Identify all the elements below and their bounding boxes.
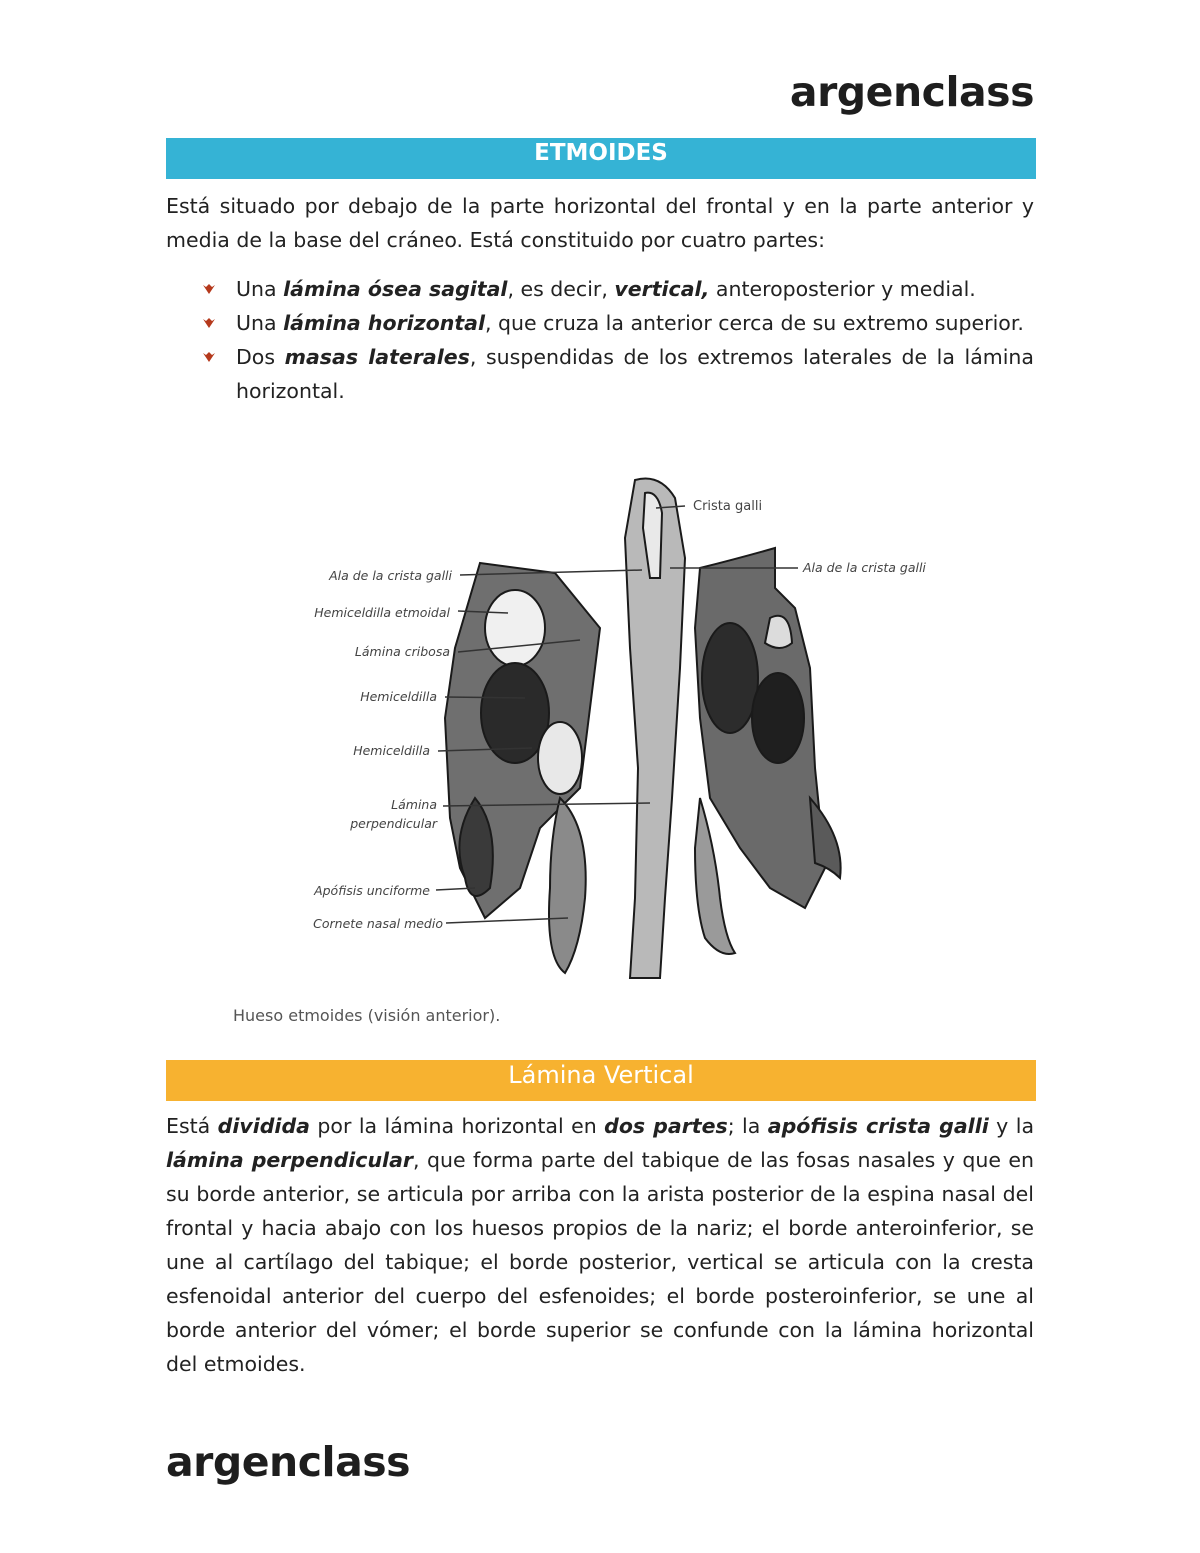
label-crista-galli: Crista galli: [693, 499, 763, 514]
section-title-etmoides: ETMOIDES: [166, 138, 1036, 179]
label-apofisis-unciforme: Apófisis unciforme: [314, 883, 430, 898]
bullet-icon: [202, 317, 216, 329]
label-ala-crista-galli-left: Ala de la crista galli: [329, 568, 452, 583]
parts-list: [166, 272, 1034, 408]
label-hemiceldilla: Hemiceldilla: [353, 743, 430, 758]
figure-caption: Hueso etmoides (visión anterior).: [233, 1006, 501, 1025]
intro-paragraph: Está situado por debajo de la parte horizontal del frontal y en la parte anterior y media de la base del cráneo. Está constituido por cuatro partes:: [166, 194, 1034, 252]
label-cornete-nasal-medio: Cornete nasal medio: [313, 916, 443, 931]
label-lamina-cribosa: Lámina cribosa: [354, 644, 450, 659]
label-hemiceldilla: Hemiceldilla: [360, 689, 437, 704]
ethmoid-illustration: [445, 478, 841, 978]
bullet-icon: [202, 283, 216, 295]
list-item: Dos masas laterales, suspendidas de los extremos laterales de la lámina horizontal.: [166, 340, 1034, 408]
label-hemiceldilla-etmoidal: Hemiceldilla etmoidal: [314, 605, 450, 620]
section-title-lamina-vertical: Lámina Vertical: [166, 1060, 1036, 1101]
label-ala-crista-galli-right: Ala de la crista galli: [803, 560, 926, 575]
bullet-icon: [202, 351, 216, 363]
lamina-vertical-paragraph: Está dividida por la lámina horizontal en dos partes; la apófisis crista galli y la lámina perpendicular, que forma parte del tabique de las fosas nasales y que en su borde anterior, se articula por arriba con la arista posterior de la espina nasal del frontal y hacia abajo con los huesos propios de la nariz; el borde anteroinferior, se une al cartílago del tabique; el borde posterior, vertical se articula con la cresta esfenoidal anterior del cuerpo del esfenoides; el borde posteroinferior, se une al borde anterior del vómer; el borde superior se confunde con la lámina horizontal del etmoides.: [166, 1114, 1035, 1376]
brand-logo-top: argenclass: [789, 68, 1034, 116]
label-perpendicular: perpendicular: [350, 816, 437, 831]
label-lamina: Lámina: [391, 797, 437, 812]
list-item: Una lámina ósea sagital, es decir, vertical, anteroposterior y medial.: [166, 272, 1034, 306]
ethmoid-bone-figure: [300, 468, 950, 998]
brand-logo-bottom: argenclass: [166, 1438, 411, 1486]
list-item: Una lámina horizontal, que cruza la anterior cerca de su extremo superior.: [166, 306, 1034, 340]
